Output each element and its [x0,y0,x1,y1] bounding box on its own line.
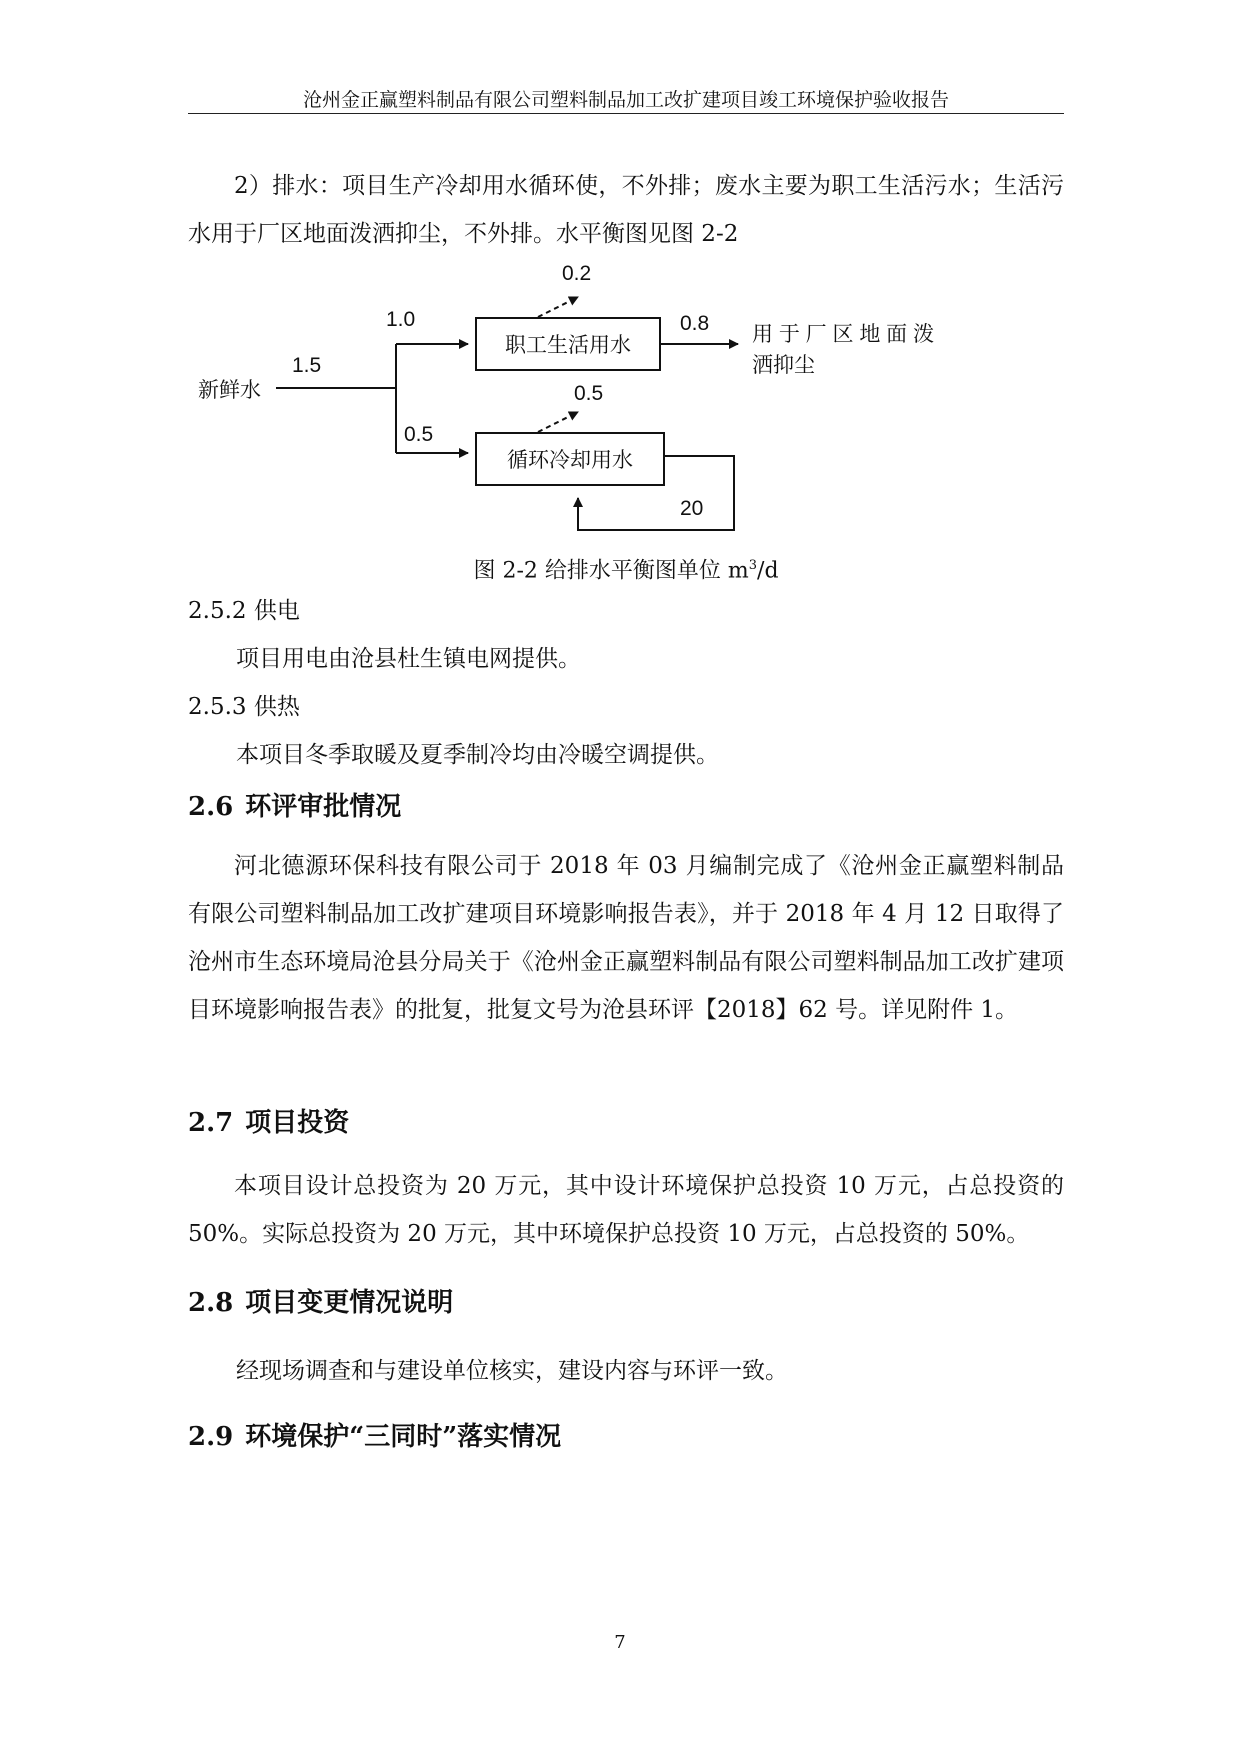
heading-2-5-3: 2.5.3 供热 [188,694,300,720]
body-2-7: 本项目设计总投资为 20 万元，其中设计环境保护总投资 10 万元，占总投资的 50%。实际总投资为 20 万元，其中环境保护总投资 10 万元，占总投资的 50%。 [188,1173,1064,1247]
heading-2-7-number: 2.7 [188,1108,234,1138]
body-2-5-2: 项目用电由沧县杜生镇电网提供。 [236,646,581,672]
body-2-5-3: 本项目冬季取暖及夏季制冷均由冷暖空调提供。 [236,742,719,768]
recycle-value: 20 [680,497,704,520]
cooling-loss-value: 0.5 [574,382,604,405]
figure-caption-text: 图 2-2 给排水平衡图单位 m [473,558,749,584]
heading-2-5-2: 2.5.2 供电 [188,598,300,624]
heading-2-6-number: 2.6 [188,792,234,822]
heading-2-6 [188,790,401,824]
cooling-loss-arrow [538,412,578,432]
heading-2-8-number: 2.8 [188,1288,234,1318]
out-label-line1: 用 于 厂 区 地 面 泼 [752,323,935,346]
intro-paragraph: 2）排水：项目生产冷却用水循环使，不外排；废水主要为职工生活污水；生活污水用于厂区地面泼洒抑尘，不外排。水平衡图见图 2-2 [188,173,1064,247]
heading-2-9-number: 2.9 [188,1422,234,1452]
out-label-line2: 洒抑尘 [752,354,815,377]
heading-2-9 [188,1420,561,1454]
figure-caption [188,551,1064,586]
branch-bottom-value: 0.5 [404,423,434,446]
domestic-loss-arrow [538,297,578,317]
figure-caption-sup: 3 [748,558,758,573]
water-balance-diagram [0,0,1240,560]
heading-2-7 [188,1106,349,1140]
heading-2-8-title: 项目变更情况说明 [245,1288,454,1318]
running-header: 沧州金正赢塑料制品有限公司塑料制品加工改扩建项目竣工环境保护验收报告 [302,89,949,111]
box-domestic-label: 职工生活用水 [505,334,631,357]
body-2-6: 河北德源环保科技有限公司于 2018 年 03 月编制完成了《沧州金正赢塑料制品有限公司塑料制品加工改扩建项目环境影响报告表》，并于 2018 年 4 月 12 日取得了沧州市生态环境局沧县分局关于《沧州金正赢塑料制品有限公司塑料制品加工改扩建项目环境影响报告表》的批复，批复文号为沧县环评【2018】62 号。详见附件 1。 [188,853,1064,1023]
source-value: 1.5 [292,354,322,377]
box-cooling-label: 循环冷却用水 [507,449,633,472]
heading-2-6-title: 环评审批情况 [245,792,402,822]
heading-2-9-title: 环境保护“三同时”落实情况 [245,1422,562,1452]
source-label: 新鲜水 [198,379,261,402]
body-2-8: 经现场调查和与建设单位核实，建设内容与环评一致。 [236,1358,788,1384]
page-number: 7 [614,1632,626,1653]
domestic-loss-value: 0.2 [562,262,592,285]
heading-2-8 [188,1286,453,1320]
heading-2-7-title: 项目投资 [245,1108,350,1138]
branch-top-value: 1.0 [386,308,416,331]
out-value: 0.8 [680,312,710,335]
figure-caption-tail: /d [757,558,779,584]
